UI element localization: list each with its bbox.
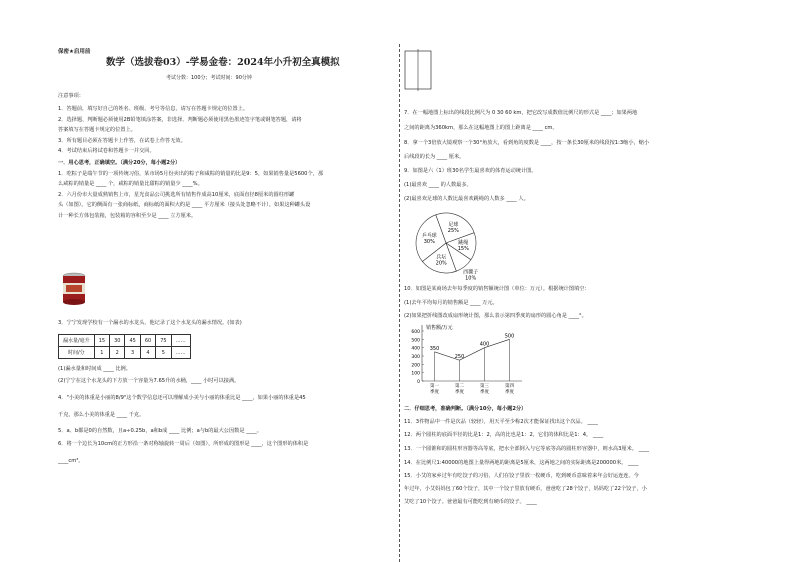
table-cell: 3 — [125, 347, 140, 359]
question-line: (2)最喜欢足球的人数比最喜欢跳绳的人数多 ____ 人。 — [404, 196, 529, 202]
note-line: 3．所有题目必须在答题卡上作答，在试卷上作答无效。 — [58, 138, 186, 144]
table-cell: 45 — [125, 335, 140, 347]
question-line: 15．小艾的家乡过年有吃饺子的习俗，人们在饺子里放一枚硬币，吃到硬币意味着来年会好运连连。今 — [404, 473, 639, 479]
question-9: 9．如图是六（1）班30名学生最喜欢的体育运动统计图。 — [404, 168, 537, 174]
question-line: (1)漏水量和时间成 ____ 比例。 — [58, 366, 131, 372]
pie-percent: 15% — [457, 246, 469, 253]
square-figure — [404, 49, 434, 93]
question-line: 年过年，小艾妈妈包了60个饺子，其中一个饺子里放有硬币，爸爸吃了28个饺子，妈妈吃了22个饺子，小 — [404, 486, 647, 492]
table-cell: 60 — [140, 335, 155, 347]
pie-chart — [404, 207, 514, 282]
question-line: (1)最喜欢 ____ 的人数最多。 — [404, 182, 472, 188]
note-line: 1．答题前，填写好自己的姓名、班级、考号等信息，请写在答题卡规定的位置上。 — [58, 106, 249, 112]
secret-label: 保密★启用前 — [58, 49, 91, 55]
line-chart — [404, 321, 544, 399]
question-line: 之间的距离为360km，那么在这幅地图上的图上距离是 ____ cm。 — [404, 125, 558, 131]
y-tick-label: 0 — [417, 380, 420, 385]
y-tick-label: 600 — [411, 330, 420, 335]
y-tick-label: 400 — [411, 346, 420, 352]
data-label: 250 — [454, 354, 465, 361]
question-line: 么咸粽的销量是 ____ 个，咸粽的销量比甜粽的销量少 ____%。 — [58, 181, 203, 187]
question-7: 7．在一幅地图上标出的线段比例尺为 0 30 60 km，把它改写成数值比例尺的形式是 ____；如果两地 — [404, 110, 638, 116]
question-line: 14．在比例尺1:40000的地图上量得两地的距离是5厘米，这两地之间的实际距离是200000米。 ____ — [404, 460, 639, 466]
section2-heading: 二．仔细思考，准确判断。（满分10分，每小题2分） — [404, 406, 527, 412]
question-line: 2．六月份市大量成熟销售上市，星光食品公司挑选所有销售作成高10厘米，底面直径8厘米的圆柱形罐 — [58, 192, 295, 198]
page-title: 数学（选拔卷03）-学易金卷：2024年小升初全真模拟 — [106, 57, 340, 68]
y-tick-label: 300 — [411, 355, 420, 360]
pie-percent: 10% — [465, 275, 477, 282]
data-label: 350 — [429, 345, 440, 352]
table-cell: 5 — [156, 347, 171, 359]
table-cell: 4 — [140, 347, 155, 359]
question-line: 头（如图）。它的侧面有一张商标纸，商标纸的面积大约是 ____ 平方厘米（接头处忽略不计）。如果这种罐头设 — [58, 202, 311, 208]
table-cell: 15 — [94, 335, 109, 347]
y-axis-label: 销售额/万元 — [426, 325, 453, 331]
question-line: 5．a、b都是0的自然数，且a÷0.25b，a和b成 ____ 比例；a与b的最大公因数是 ____。 — [58, 428, 262, 434]
table-cell: 1 — [94, 347, 109, 359]
data-label: 500 — [504, 333, 515, 340]
x-tick-label: 第一 — [430, 384, 439, 389]
pie-label: 乒乓球 — [421, 233, 437, 240]
question-line: 11．3件物品中一件是次品（较轻），用天平至少称2次才能保证找出这个次品。 ____ — [404, 419, 598, 425]
question-8: 8．拿一个3倍放大镜观察一个30°角放大，看到角的度数是 ____，按一条长30厘米的线段按1:3缩小，缩小 — [404, 140, 650, 146]
pie-label: 足球 — [448, 222, 459, 229]
table-cell: 2 — [110, 347, 125, 359]
question-line: ____cm³。 — [58, 458, 84, 464]
series-line — [435, 339, 510, 360]
data-label: 400 — [479, 341, 490, 348]
note-line: 2．选择题、判断题必须使用2B铅笔填涂答案，非选择、判断题必须使用黑色墨迹签字笔或钢笔答题，请将 — [58, 117, 302, 123]
table-cell: …… — [171, 347, 190, 359]
question-line: 12．两个圆柱的底面半径的比是1：2，高的比也是1：2，它们的体积比是1：4。 ____ — [404, 432, 604, 438]
can-image — [61, 272, 87, 306]
notes-heading: 注意事项： — [58, 93, 84, 99]
question-line: 计一种长方体包装箱，包装箱的容积至少是 ____ 立方厘米。 — [58, 213, 197, 219]
question-line: 1．吃粽子是端午节的一项传统习俗，某市场5月份卖出的粽子和咸粽的销量的比是9：5，如果销售量是5600个，那 — [58, 171, 324, 177]
column-divider — [399, 44, 400, 562]
question-line: (1)去年平均每月的销售额是 ____ 万元。 — [404, 300, 498, 306]
y-tick-label: 100 — [411, 371, 420, 377]
x-tick-label: 第三 — [480, 384, 489, 389]
pie-label: 兵坛 — [436, 254, 447, 261]
table-cell: 30 — [110, 335, 125, 347]
pie-percent: 30% — [423, 239, 435, 246]
x-tick-label: 季度 — [430, 390, 439, 395]
pie-percent: 25% — [447, 228, 459, 235]
y-tick-label: 200 — [411, 363, 420, 369]
question-line: 6．将一个边长为10cm的正方形沿一条对称轴旋转一周后（如图），所形成的图形是 ____，这个图形的体积是 — [58, 441, 309, 447]
table-cell: …… — [171, 335, 190, 347]
question-line: 后线段的长为 ____ 厘米。 — [404, 154, 465, 160]
table-row-label: 时间/分 — [59, 347, 95, 359]
table-row-label: 漏水量/毫升 — [59, 335, 95, 347]
question-line: (2)宁宁在这个水龙头的下方放一个容量为7.65升的水桶，____ 小时可以接满。 — [58, 378, 240, 384]
note-line: 答案填写在答题卡规定的位置上。 — [58, 127, 136, 133]
question-10: 10．如图是某商场去年每季度的销售额统计图（单位：万元）。根据统计图填空： — [404, 286, 590, 292]
pie-label: 跳绳 — [458, 240, 469, 247]
question-line: 13．一个圆锥和的圆柱形容器等高等底，把水全部倒入与它等底等高的圆柱形容器中，则水高3厘米。 ____ — [404, 446, 649, 452]
note-line: 4．考试结束后将试卷和答题卡一并交回。 — [58, 148, 155, 154]
y-tick-label: 500 — [411, 338, 420, 344]
exam-meta: 考试分数：100分；考试时间：90分钟 — [166, 75, 252, 81]
x-tick-label: 第二 — [455, 384, 464, 389]
pie-label: 西毽子 — [463, 269, 479, 276]
x-tick-label: 季度 — [505, 390, 514, 395]
pie-percent: 20% — [435, 260, 447, 267]
question-line: 艾吃了10个饺子。爸爸最有可能吃到有硬币的饺子。 ____ — [404, 499, 537, 505]
question-line: 4．"小美的体重是小丽的8/9"这个数学信息还可以理解成小美与小丽的体重比是 ____，如果小丽的体重是45 — [58, 395, 306, 401]
table-cell: 75 — [156, 335, 171, 347]
question-3: 3．宁宁发现学校有一个漏水的水龙头，他记录了这个水龙头的漏水情况。(如表) — [58, 320, 242, 326]
question-line: (2)如果把折线图改成扇形统计图，那么表示第四季度的扇形的圆心角是 ____°。 — [404, 313, 587, 319]
x-tick-label: 季度 — [480, 390, 489, 395]
x-tick-label: 第四 — [505, 384, 514, 389]
x-tick-label: 季度 — [455, 390, 464, 395]
section1-heading: 一．用心思考，正确填空。（满分20分，每小题2分） — [58, 160, 181, 166]
question-line: 千克，那么小美的体重是 ____ 千克。 — [58, 412, 145, 418]
leak-table — [58, 334, 191, 359]
table-row — [59, 335, 191, 347]
table-row — [59, 347, 191, 359]
